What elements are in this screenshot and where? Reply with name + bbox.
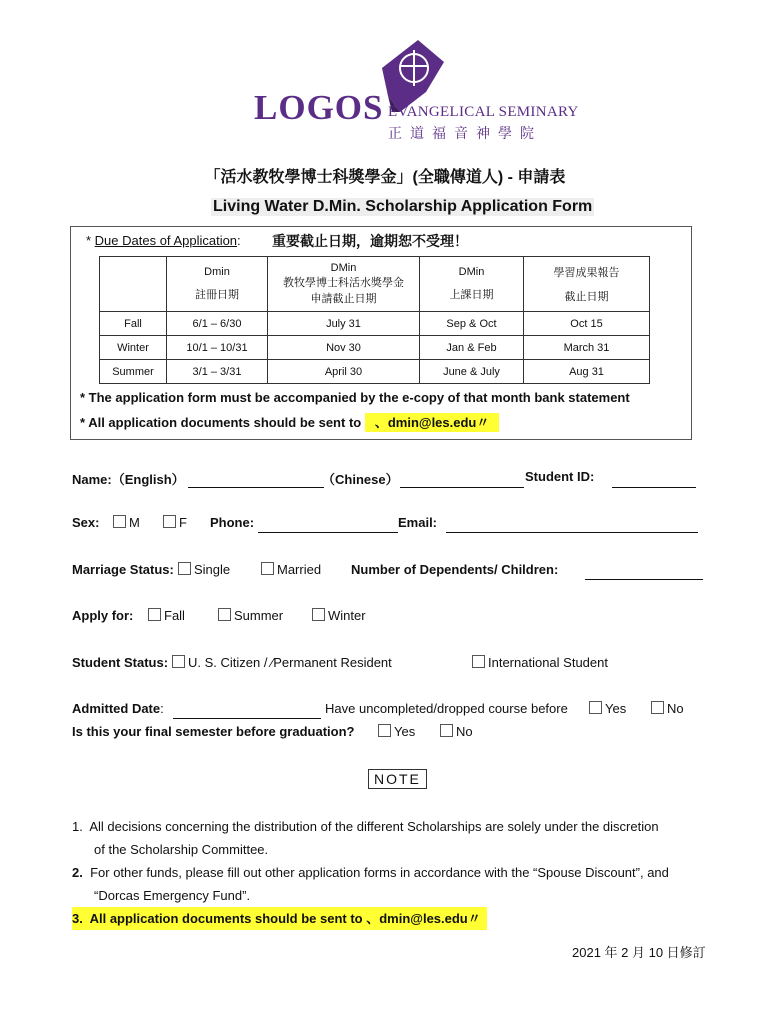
table-row	[100, 312, 650, 336]
checkbox-icon[interactable]	[312, 608, 325, 621]
table-cell: July 31	[268, 312, 420, 336]
checkbox-icon[interactable]	[148, 608, 161, 621]
due-dates-table	[99, 256, 650, 384]
apply-for-label: Apply for:	[72, 608, 134, 623]
table-row	[100, 336, 650, 360]
logo-subtitle: EVANGELICAL SEMINARY	[388, 104, 579, 120]
table-cell: Summer	[100, 360, 167, 384]
final-semester-label: Is this your final semester before graduation?	[72, 724, 355, 739]
marriage-status-label: Marriage Status:	[72, 562, 174, 577]
note-item-2: 2. For other funds, please fill out other application forms in accordance with the “Spouse Discount”, and “Dorcas Emergency Fund”.	[72, 865, 669, 903]
citizen-option[interactable]: U. S. Citizen / ⁄Permanent Resident	[172, 655, 392, 670]
table-header-cell: DMin 上課日期	[420, 257, 524, 312]
married-option[interactable]: Married	[261, 562, 321, 577]
name-chinese-label: （Chinese）	[322, 472, 399, 487]
checkbox-icon[interactable]	[589, 701, 602, 714]
logo-wordmark: LOGOS	[254, 88, 384, 127]
table-cell: Sep & Oct	[420, 312, 524, 336]
checkbox-icon[interactable]	[472, 655, 485, 668]
due-dates-label: * Due Dates of Application:	[86, 233, 241, 248]
name-english-label: Name:（English）	[72, 472, 185, 487]
checkbox-icon[interactable]	[163, 515, 176, 528]
email-label: Email:	[398, 515, 438, 530]
apply-summer-option[interactable]: Summer	[218, 608, 283, 623]
table-cell: March 31	[524, 336, 650, 360]
checkbox-icon[interactable]	[178, 562, 191, 575]
table-cell: April 30	[268, 360, 420, 384]
checkbox-icon[interactable]	[378, 724, 391, 737]
checkbox-icon[interactable]	[440, 724, 453, 737]
uncompleted-yes-option[interactable]: Yes	[589, 701, 626, 716]
email-field[interactable]	[446, 518, 698, 533]
uncompleted-course-label: Have uncompleted/dropped course before	[325, 701, 568, 716]
seminary-logo-icon	[374, 38, 446, 114]
email-highlight: 、dmin@les.edu〃	[365, 413, 500, 432]
deadline-warning: 重要截止日期，逾期恕不受理！	[272, 233, 468, 249]
checkbox-icon[interactable]	[172, 655, 185, 668]
dependents-field[interactable]	[585, 565, 703, 580]
logo-chinese: 正道福音神學院	[388, 126, 542, 142]
table-cell: 3/1 – 3/31	[167, 360, 268, 384]
send-documents-note: * All application documents should be sent to 、dmin@les.edu〃	[80, 412, 499, 431]
bank-statement-note: * The application form must be accompanied by the e-copy of that month bank statement	[80, 390, 630, 405]
table-cell: Nov 30	[268, 336, 420, 360]
phone-label: Phone:	[210, 515, 255, 530]
table-cell: Jan & Feb	[420, 336, 524, 360]
table-header-cell: 學習成果報告 截止日期	[524, 257, 650, 312]
final-no-option[interactable]: No	[440, 724, 473, 739]
table-header-cell: Dmin 註冊日期	[167, 257, 268, 312]
checkbox-icon[interactable]	[218, 608, 231, 621]
note-item-1: 1. All decisions concerning the distribution of the different Scholarships are solely under the discretion of the Scholarship Committee.	[72, 819, 659, 857]
table-cell: Winter	[100, 336, 167, 360]
admitted-date-field[interactable]	[173, 704, 321, 719]
revision-date: 2021 年 2 月 10 日修訂	[572, 945, 706, 960]
sex-female-option[interactable]: F	[163, 515, 187, 530]
apply-winter-option[interactable]: Winter	[312, 608, 366, 623]
table-cell: Fall	[100, 312, 167, 336]
admitted-date-label: Admitted Date:	[72, 701, 164, 716]
table-cell: Aug 31	[524, 360, 650, 384]
note-item-3: 3. All application documents should be sent to 、dmin@les.edu〃	[72, 907, 487, 930]
student-status-label: Student Status:	[72, 655, 169, 670]
name-english-field[interactable]	[188, 473, 324, 488]
table-row	[100, 360, 650, 384]
table-header-cell	[100, 257, 167, 312]
phone-field[interactable]	[258, 518, 398, 533]
checkbox-icon[interactable]	[113, 515, 126, 528]
checkbox-icon[interactable]	[651, 701, 664, 714]
sex-male-option[interactable]: M	[113, 515, 140, 530]
table-cell: 6/1 – 6/30	[167, 312, 268, 336]
table-cell: 10/1 – 10/31	[167, 336, 268, 360]
sex-label: Sex:	[72, 515, 100, 530]
single-option[interactable]: Single	[178, 562, 230, 577]
name-chinese-field[interactable]	[400, 473, 524, 488]
apply-fall-option[interactable]: Fall	[148, 608, 185, 623]
dependents-label: Number of Dependents/ Children:	[351, 562, 559, 577]
table-cell: June & July	[420, 360, 524, 384]
student-id-label: Student ID:	[525, 469, 595, 484]
form-title-english: Living Water D.Min. Scholarship Application Form	[213, 198, 593, 215]
table-header-cell: DMin 教牧學博士科活水獎學金 申請截止日期	[268, 257, 420, 312]
checkbox-icon[interactable]	[261, 562, 274, 575]
table-header-row	[100, 257, 650, 312]
uncompleted-no-option[interactable]: No	[651, 701, 684, 716]
form-title-chinese: 「活水教牧學博士科獎學金」(全職傳道人) - 申請表	[204, 169, 566, 186]
table-cell: Oct 15	[524, 312, 650, 336]
final-yes-option[interactable]: Yes	[378, 724, 415, 739]
international-option[interactable]: International Student	[472, 655, 608, 670]
student-id-field[interactable]	[612, 473, 696, 488]
note-title: NOTE	[368, 769, 427, 789]
